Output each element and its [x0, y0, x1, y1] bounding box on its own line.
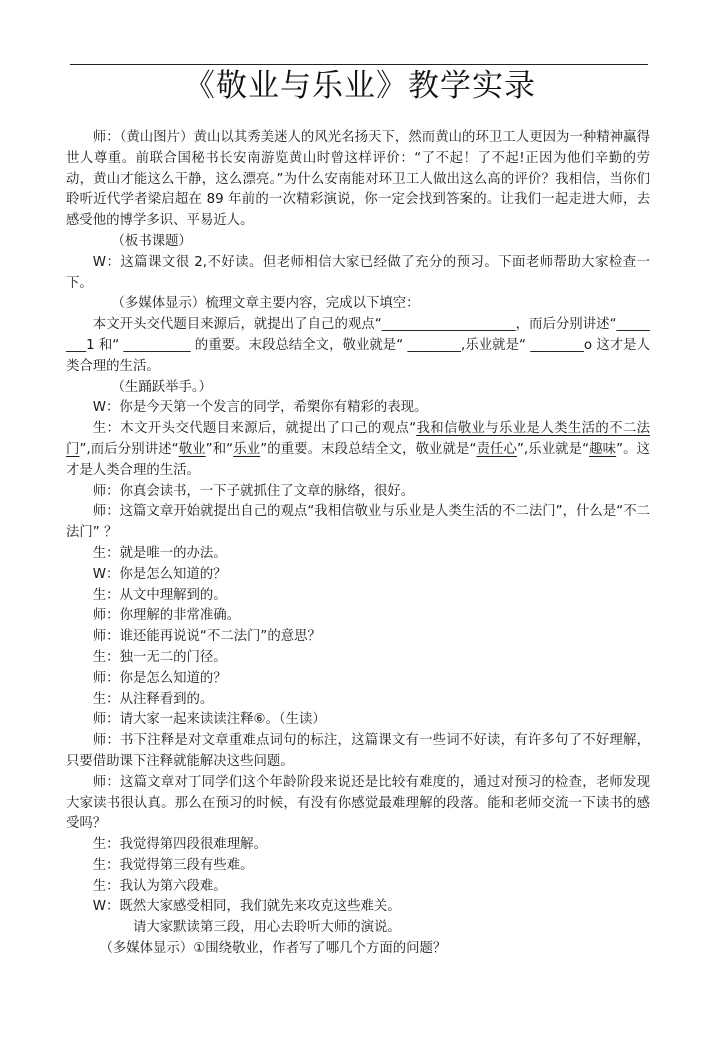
paragraph: 师：请大家一起来读读注释⑥。（生读） [92, 712, 326, 728]
paragraph: 师：你是怎么知道的？ [92, 670, 227, 686]
paragraph: 请大家默读第三段，用心去聆听大师的演说。 [133, 920, 401, 936]
underlined-answer: 我和信敬业与乐业是人类生活的不二法门 [66, 421, 651, 457]
paragraph: 生：就是唯一的办法。 [92, 545, 227, 561]
paragraph: 生：我觉得第三段有些难。 [92, 857, 254, 873]
underlined-answer: 责任心 [476, 441, 517, 457]
underlined-answer: 敬业 [178, 441, 206, 457]
paragraph: 生：从文中理解到的。 [92, 587, 227, 603]
header-rule [70, 64, 648, 65]
underlined-answer: 趣味 [589, 441, 617, 457]
paragraph: 本文开头交代题目来源后，就提出了自己的观点“____________________，而后分别讲述“________1 和“ __________ 的重要。末段总结全文，敬业就是“ ________,乐业就是“ ________o 这才是人类合理的生活。 [66, 317, 650, 374]
underlined-answer: 乐业 [233, 441, 261, 457]
paragraph: W：既然大家感受相同，我们就先来攻克这些难关。 [92, 899, 401, 915]
paragraph: （生踊跃举手。） [111, 379, 212, 395]
text-run: 生：木文开头交代题目来源后，就提出了口己的观点“ [92, 421, 417, 437]
paragraph: 生：独一无二的门径。 [92, 649, 227, 665]
text-run: ”的重要。末段总结全文，敬业就是“ [260, 441, 477, 457]
paragraph: 师：书下注释是对文章重难点词句的标注，这篇课文有一些词不好读，有许多句了不好理解，只要借助课下注释就能解决这些问题。 [66, 733, 650, 769]
paragraph [66, 419, 650, 481]
text-run: ”和“ [205, 441, 234, 457]
paragraph: 师：（黄山图片）黄山以其秀美迷人的风光名扬天下，然而黄山的环卫工人更因为一种精神赢得世人尊重。前联合国秘书长安南游览黄山时曾这样评价：“了不起！了不起!正因为他们辛勤的劳动，黄山才能这么干静，这么漂亮。”为什么安南能对环卫工人做出这么高的评价？我相信，当你们聆听近代学者梁启超在 89 年前的一次精彩演说，你一定会找到答案的。让我们一起走进大师，去感受他的博学多识、平易近人。 [66, 130, 650, 229]
text-run: ”。这才是人类合理的生活。 [66, 441, 651, 478]
paragraph: （多媒体显示）梳理文章主要内容，完成以下填空： [111, 296, 420, 312]
text-run: ”,乐业就是“ [516, 441, 590, 457]
paragraph: 师：这篇文章对丁同学们这个年龄阶段来说还是比较有难度的，通过对预习的检查，老师发现大家读书很认真。那么在预习的时候，有没有你感觉最难理解的段落。能和老师交流一下读书的感受吗？ [66, 774, 650, 832]
paragraph: W：你是今天第一个发言的同学，希槊你有精彩的表现。 [92, 400, 428, 416]
paragraph: （板书课题） [111, 233, 192, 249]
paragraph: W：这篇课文很 2,不好读。但老师相信大家已经做了充分的预习。下面老师帮助大家检查一下。 [66, 254, 650, 291]
text-run: ”,而后分别讲述“ [79, 441, 179, 457]
paragraph: （多媒体显示）①围绕敬业，作者写了哪几个方面的问题？ [99, 941, 447, 957]
document-body [66, 128, 650, 960]
paragraph: 师：谁还能再说说“不二法门”的意思？ [92, 629, 321, 645]
paragraph: 生：我认为第六段难。 [92, 878, 227, 894]
paragraph: 生：从注释看到的。 [92, 691, 214, 707]
paragraph: 生：我觉得第四段很难理解。 [92, 837, 267, 853]
paragraph: W：你是怎么知道的？ [92, 566, 227, 582]
paragraph: 师：你理解的非常准确。 [92, 608, 241, 624]
paragraph: 师：这篇文章开始就提出自己的观点“我相信敬业与乐业是人类生活的不二法门”，什么是“不二法门” ？ [66, 504, 650, 541]
paragraph: 师：你真会读书，一下子就抓住了文章的脉络，很好。 [92, 483, 415, 499]
page-title: 《敬业与乐业》教学实录 [184, 68, 536, 104]
